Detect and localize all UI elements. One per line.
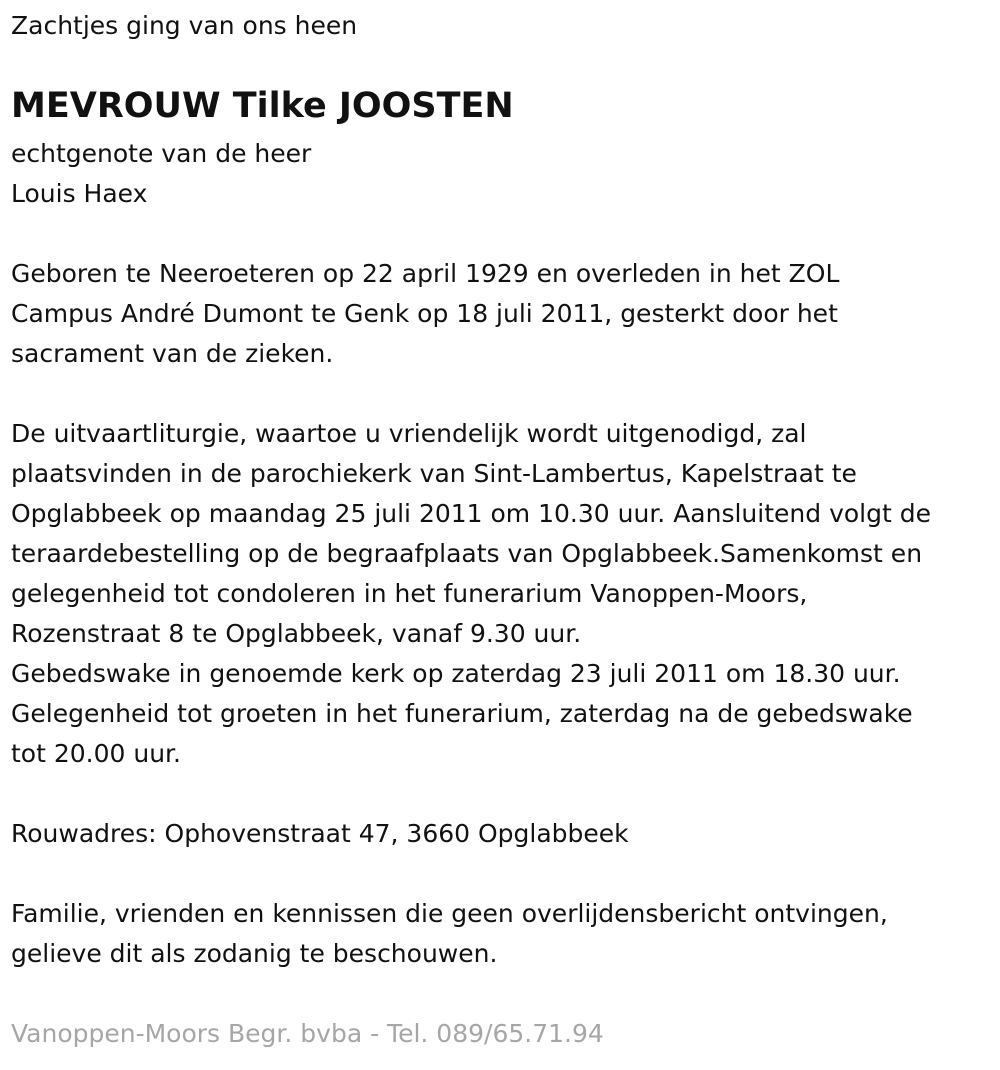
intro-text: Zachtjes ging van ons heen: [11, 11, 358, 40]
spouse-line: echtgenote van de heer: [11, 139, 312, 168]
family-notice: [11, 894, 888, 974]
paragraph-line: Gelegenheid tot groeten in het funerarium, zaterdag na de gebedswake: [11, 699, 913, 728]
paragraph-line: Gebedswake in genoemde kerk op zaterdag 23 juli 2011 om 18.30 uur.: [11, 659, 901, 688]
funeral-home-footer: Vanoppen-Moors Begr. bvba - Tel. 089/65.71.94: [11, 1019, 604, 1048]
paragraph-line: Rozenstraat 8 te Opglabbeek, vanaf 9.30 uur.: [11, 619, 582, 648]
paragraph-line: gelieve dit als zodanig te beschouwen.: [11, 939, 498, 968]
paragraph-line: Opglabbeek op maandag 25 juli 2011 om 10.30 uur. Aansluitend volgt de: [11, 499, 931, 528]
paragraph-line: Campus André Dumont te Genk op 18 juli 2011, gesterkt door het: [11, 299, 838, 328]
paragraph-line: De uitvaartliturgie, waartoe u vriendelijk wordt uitgenodigd, zal: [11, 419, 807, 448]
paragraph-line: Familie, vrienden en kennissen die geen overlijdensbericht ontvingen,: [11, 899, 888, 928]
paragraph-line: tot 20.00 uur.: [11, 739, 181, 768]
funeral-paragraph: [11, 414, 931, 774]
paragraph-line: sacrament van de zieken.: [11, 339, 334, 368]
paragraph-line: gelegenheid tot condoleren in het funerarium Vanoppen-Moors,: [11, 579, 808, 608]
birth-death-paragraph: [11, 254, 839, 374]
paragraph-line: teraardebestelling op de begraafplaats van Opglabbeek.Samenkomst en: [11, 539, 923, 568]
mourning-address: Rouwadres: Ophovenstraat 47, 3660 Opglabbeek: [11, 819, 629, 848]
paragraph-line: plaatsvinden in de parochiekerk van Sint-Lambertus, Kapelstraat te: [11, 459, 857, 488]
spouse-block: [11, 134, 311, 214]
deceased-name: MEVROUW Tilke JOOSTEN: [11, 86, 514, 126]
paragraph-line: Geboren te Neeroeteren op 22 april 1929 en overleden in het ZOL: [11, 259, 840, 288]
spouse-name: Louis Haex: [11, 179, 148, 208]
